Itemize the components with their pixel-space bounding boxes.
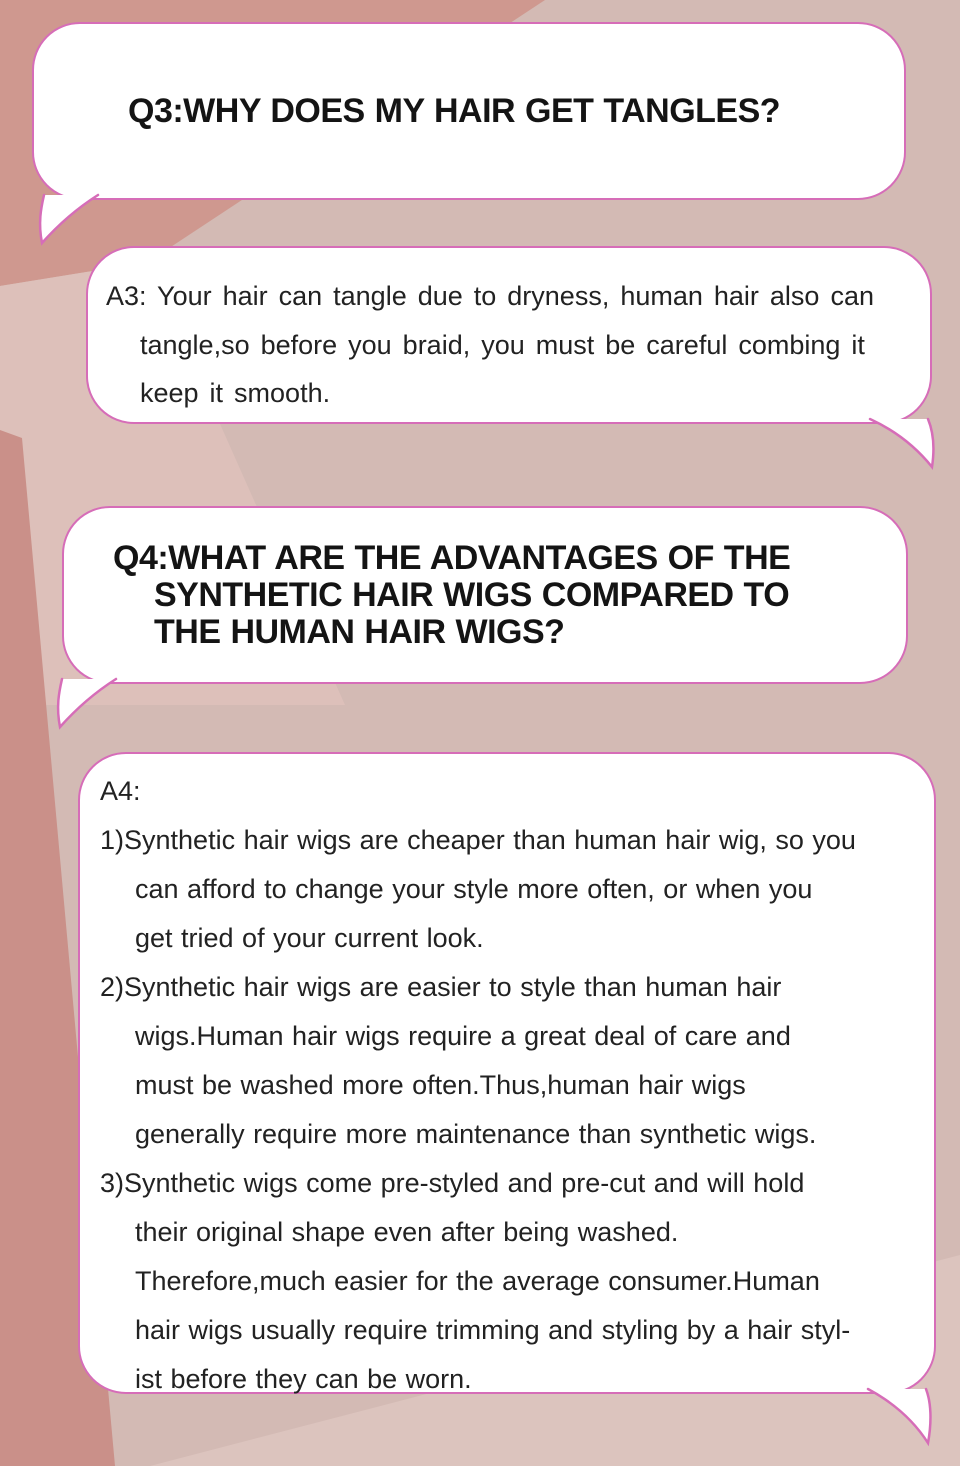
text-line: wigs.Human hair wigs require a great deal of care and [135, 1021, 791, 1051]
text-line: Therefore,much easier for the average consumer.Human [135, 1266, 820, 1296]
text-line: 1)Synthetic hair wigs are cheaper than human hair wig, so you [100, 825, 856, 855]
bubble-tail-icon [54, 679, 129, 731]
answer-a3-text [88, 248, 930, 418]
text-line: their original shape even after being washed. [135, 1217, 679, 1247]
text-line: THE HUMAN HAIR WIGS? [154, 612, 565, 651]
speech-bubble-a4 [78, 752, 936, 1394]
speech-bubble-q3 [32, 22, 906, 200]
question-q4-text [64, 540, 906, 651]
text-line: 2)Synthetic hair wigs are easier to style than human hair [100, 972, 782, 1002]
bubble-tail-icon [856, 419, 938, 469]
text-line: A4: [100, 776, 141, 806]
answer-a4-text [80, 754, 934, 1404]
bubble-tail-icon [36, 195, 111, 247]
text-line: ist before they can be worn. [135, 1364, 472, 1394]
text-line: get tried of your current look. [135, 923, 484, 953]
text-line: Q3:WHY DOES MY HAIR GET TANGLES? [128, 92, 781, 130]
speech-bubble-q4 [62, 506, 908, 684]
text-line: generally require more maintenance than synthetic wigs. [135, 1119, 817, 1149]
text-line: can afford to change your style more often, or when you [135, 874, 813, 904]
text-line: 3)Synthetic wigs come pre-styled and pre-cut and will hold [100, 1168, 805, 1198]
text-line: keep it smooth. [140, 378, 331, 408]
text-line: hair wigs usually require trimming and styling by a hair styl- [135, 1315, 851, 1345]
bubble-tail-icon [854, 1389, 936, 1445]
text-line: tangle,so before you braid, you must be careful combing it [140, 329, 865, 360]
text-line: Q4:WHAT ARE THE ADVANTAGES OF THE [113, 538, 791, 577]
question-q3-text [34, 91, 904, 131]
text-line: A3: Your hair can tangle due to dryness, human hair also can [106, 281, 874, 311]
text-line: must be washed more often.Thus,human hair wigs [135, 1070, 746, 1100]
text-line: SYNTHETIC HAIR WIGS COMPARED TO [154, 575, 790, 614]
speech-bubble-a3 [86, 246, 932, 424]
